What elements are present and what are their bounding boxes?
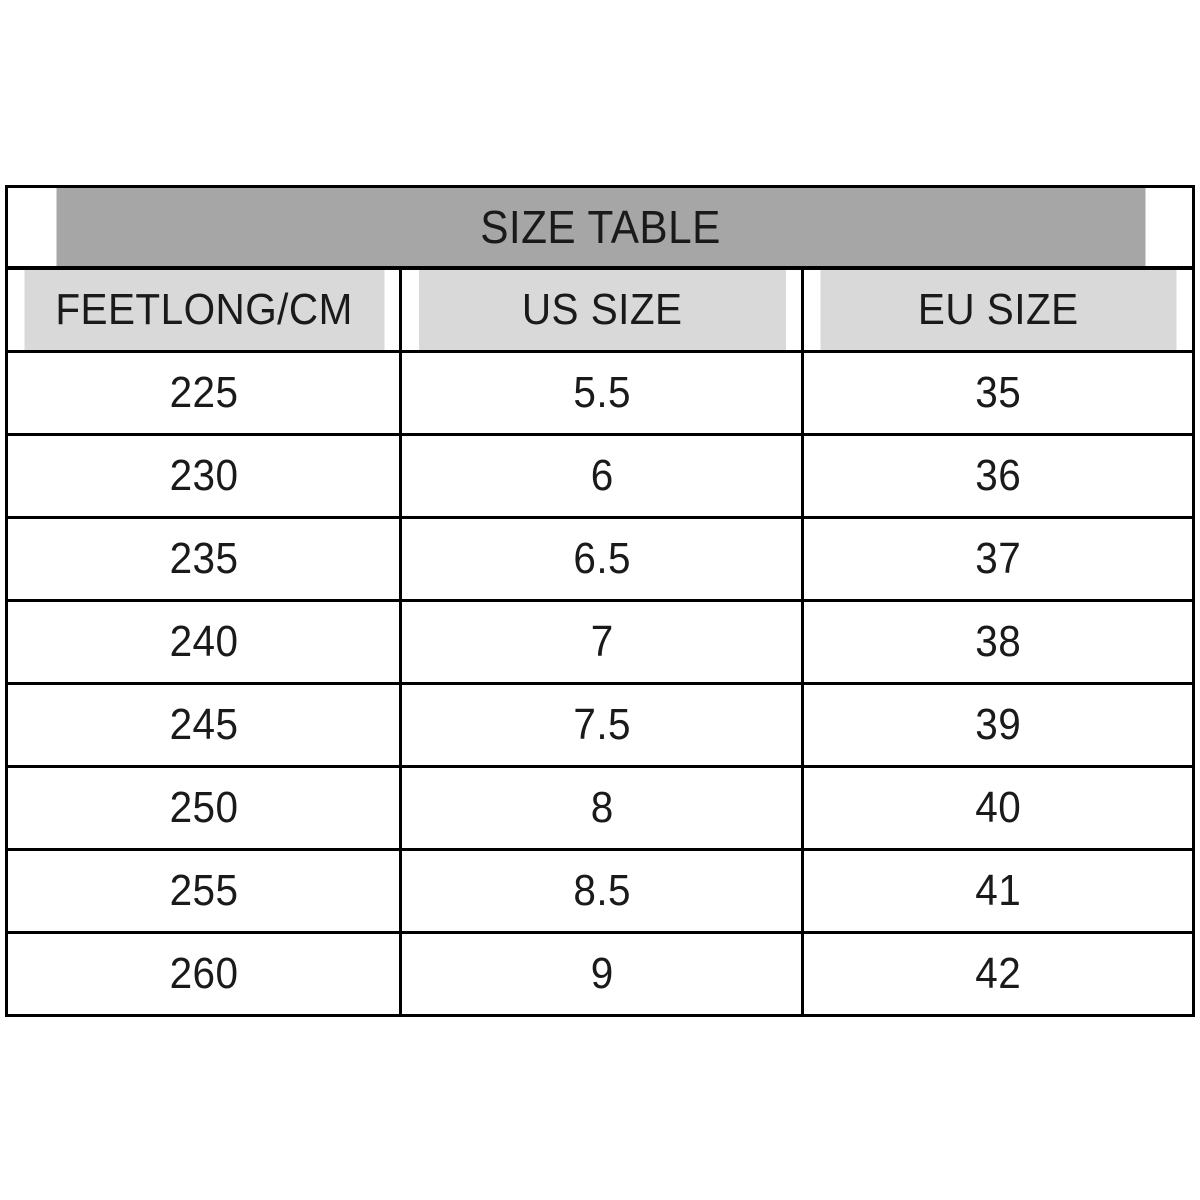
table-cell: 225 [22, 352, 385, 435]
table-cell: 260 [22, 933, 385, 1016]
table-cell: 7.5 [417, 684, 787, 767]
column-header-feetlong-cm: FEETLONG/CM [22, 268, 385, 352]
size-table-title-row [7, 187, 1194, 269]
table-cell: 6 [417, 435, 787, 518]
size-table-title: SIZE TABLE [54, 187, 1146, 269]
table-cell: 35 [819, 352, 1178, 435]
table-cell: 235 [22, 518, 385, 601]
table-row [7, 767, 1194, 850]
table-cell: 41 [819, 850, 1178, 933]
table-cell: 245 [22, 684, 385, 767]
size-table-header-row [7, 268, 1194, 352]
table-cell: 6.5 [417, 518, 787, 601]
table-cell: 39 [819, 684, 1178, 767]
table-cell: 255 [22, 850, 385, 933]
table-row [7, 518, 1194, 601]
column-header-eu-size: EU SIZE [819, 268, 1178, 352]
size-table [5, 185, 1195, 1017]
table-row [7, 850, 1194, 933]
table-cell: 230 [22, 435, 385, 518]
table-row [7, 352, 1194, 435]
table-row [7, 684, 1194, 767]
table-cell: 8.5 [417, 850, 787, 933]
table-cell: 38 [819, 601, 1178, 684]
table-cell: 9 [417, 933, 787, 1016]
column-header-us-size: US SIZE [417, 268, 787, 352]
table-row [7, 435, 1194, 518]
table-cell: 42 [819, 933, 1178, 1016]
table-cell: 37 [819, 518, 1178, 601]
table-cell: 5.5 [417, 352, 787, 435]
table-cell: 250 [22, 767, 385, 850]
table-cell: 240 [22, 601, 385, 684]
table-cell: 40 [819, 767, 1178, 850]
table-row [7, 601, 1194, 684]
table-row [7, 933, 1194, 1016]
table-cell: 36 [819, 435, 1178, 518]
table-cell: 7 [417, 601, 787, 684]
table-cell: 8 [417, 767, 787, 850]
